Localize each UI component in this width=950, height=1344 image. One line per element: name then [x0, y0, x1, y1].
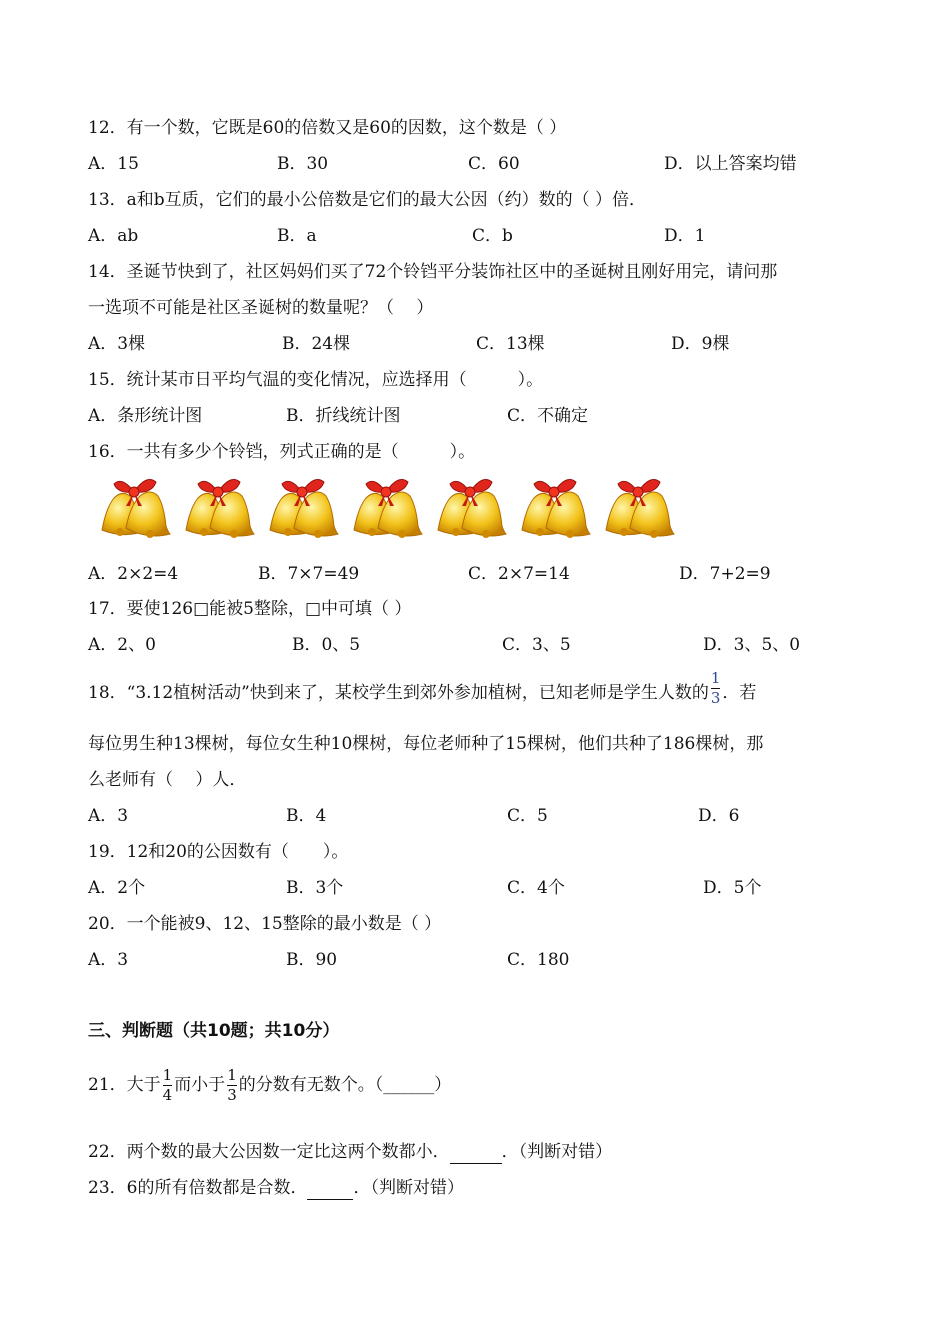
- q18-option-b[interactable]: B．4: [286, 806, 327, 826]
- q21-fraction-2: [227, 1068, 237, 1103]
- q17-option-b[interactable]: B．0、5: [292, 635, 361, 655]
- q22-text: 22．两个数的最大公因数一定比这两个数都小．: [88, 1142, 450, 1162]
- q20-option-c[interactable]: C．180: [507, 950, 570, 970]
- q20-option-a[interactable]: A．3: [88, 950, 129, 970]
- question-14-line1: 14．圣诞节快到了，社区妈妈们买了72个铃铛平分装饰社区中的圣诞树且刚好用完，请问那: [88, 262, 778, 282]
- q22-tail: ．（判断对错）: [501, 1142, 613, 1162]
- question-12: 12．有一个数，它既是60的倍数又是60的因数，这个数是（ ）: [88, 118, 567, 138]
- bell-icon: [264, 472, 340, 545]
- q21-mid: 而小于: [174, 1075, 226, 1095]
- q16-option-a[interactable]: A．2×2=4: [88, 564, 179, 584]
- q18-option-a[interactable]: A．3: [88, 806, 129, 826]
- q21-fraction-1: [163, 1068, 173, 1103]
- question-17: 17．要使126□能被5整除，□中可填（ ）: [88, 599, 412, 619]
- q21-f1-den: 4: [162, 1086, 173, 1104]
- q18-text-a: 18．“3.12植树活动”快到来了，某校学生到郊外参加植树，已知老师是学生人数的: [88, 683, 709, 703]
- q17-option-a[interactable]: A．2、0: [88, 635, 156, 655]
- question-15: 15．统计某市日平均气温的变化情况，应选择用（ ）。: [88, 370, 544, 390]
- bell-icon: [96, 472, 172, 545]
- bell-icon: [432, 472, 508, 545]
- q20-option-b[interactable]: B．90: [286, 950, 338, 970]
- q14-option-c[interactable]: C．13棵: [476, 334, 545, 354]
- bells-illustration: [96, 472, 676, 545]
- q13-option-a[interactable]: A．ab: [88, 226, 139, 246]
- bell-icon: [348, 472, 424, 545]
- bell-icon: [516, 472, 592, 545]
- q15-option-b[interactable]: B．折线统计图: [286, 406, 401, 426]
- q14-option-a[interactable]: A．3棵: [88, 334, 146, 354]
- q18-option-c[interactable]: C．5: [507, 806, 548, 826]
- q16-option-c[interactable]: C．2×7=14: [468, 564, 570, 584]
- q23-text: 23．6的所有倍数都是合数．: [88, 1178, 308, 1198]
- q23-tail: ．（判断对错）: [353, 1178, 464, 1198]
- question-14-line2: 一选项不可能是社区圣诞树的数量呢？（ ）: [88, 298, 434, 318]
- q13-option-c[interactable]: C．b: [472, 226, 513, 246]
- q23-answer-blank[interactable]: [307, 1177, 353, 1200]
- q12-option-b[interactable]: B．30: [277, 154, 329, 174]
- q18-frac-den: 3: [710, 689, 721, 707]
- bell-icon: [600, 472, 676, 545]
- q12-option-d[interactable]: D．以上答案均错: [664, 154, 797, 174]
- question-23: [88, 1177, 464, 1200]
- q21-f2-den: 3: [227, 1086, 237, 1104]
- q16-option-b[interactable]: B．7×7=49: [258, 564, 360, 584]
- question-20: 20．一个能被9、12、15整除的最小数是（ ）: [88, 914, 442, 934]
- q15-option-a[interactable]: A．条形统计图: [88, 406, 203, 426]
- question-13: 13．a和b互质，它们的最小公倍数是它们的最大公因（约）数的（ ）倍．: [88, 190, 647, 210]
- question-21: [88, 1056, 451, 1114]
- q12-option-c[interactable]: C．60: [468, 154, 520, 174]
- q17-option-d[interactable]: D．3、5、0: [703, 635, 801, 655]
- question-16: 16．一共有多少个铃铛，列式正确的是（ ）。: [88, 442, 476, 462]
- q15-option-c[interactable]: C．不确定: [507, 406, 589, 426]
- q21-f2-num: 1: [227, 1066, 237, 1084]
- q19-option-a[interactable]: A．2个: [88, 878, 146, 898]
- question-18-line2: 每位男生种13棵树，每位女生种10棵树，每位老师种了15棵树，他们共种了186棵树，那: [88, 734, 764, 754]
- q22-answer-blank[interactable]: [450, 1141, 502, 1164]
- q14-option-b[interactable]: B．24棵: [282, 334, 351, 354]
- q13-option-d[interactable]: D．1: [664, 226, 706, 246]
- question-19: 19．12和20的公因数有（ ）。: [88, 842, 349, 862]
- q18-fraction: [711, 671, 721, 706]
- bell-icon: [180, 472, 256, 545]
- question-18-line1: [88, 669, 757, 707]
- q19-option-b[interactable]: B．3个: [286, 878, 344, 898]
- q17-option-c[interactable]: C．3、5: [502, 635, 571, 655]
- q13-option-b[interactable]: B．a: [277, 226, 317, 246]
- q18-text-b: ．若: [722, 683, 757, 703]
- q18-option-d[interactable]: D．6: [698, 806, 740, 826]
- section-heading: 三、判断题（共10题；共10分）: [88, 1021, 340, 1041]
- q21-f1-num: 1: [162, 1066, 173, 1084]
- q18-frac-num: 1: [710, 669, 721, 687]
- q19-option-d[interactable]: D．5个: [703, 878, 762, 898]
- q21-suffix[interactable]: 的分数有无数个。（______）: [238, 1075, 452, 1095]
- q21-prefix: 21．大于: [88, 1075, 161, 1095]
- q12-option-a[interactable]: A．15: [88, 154, 139, 174]
- q16-option-d[interactable]: D．7+2=9: [679, 564, 771, 584]
- question-22: [88, 1141, 612, 1164]
- q19-option-c[interactable]: C．4个: [507, 878, 565, 898]
- question-18-line3: 么老师有（ ）人．: [88, 770, 247, 790]
- q14-option-d[interactable]: D．9棵: [671, 334, 730, 354]
